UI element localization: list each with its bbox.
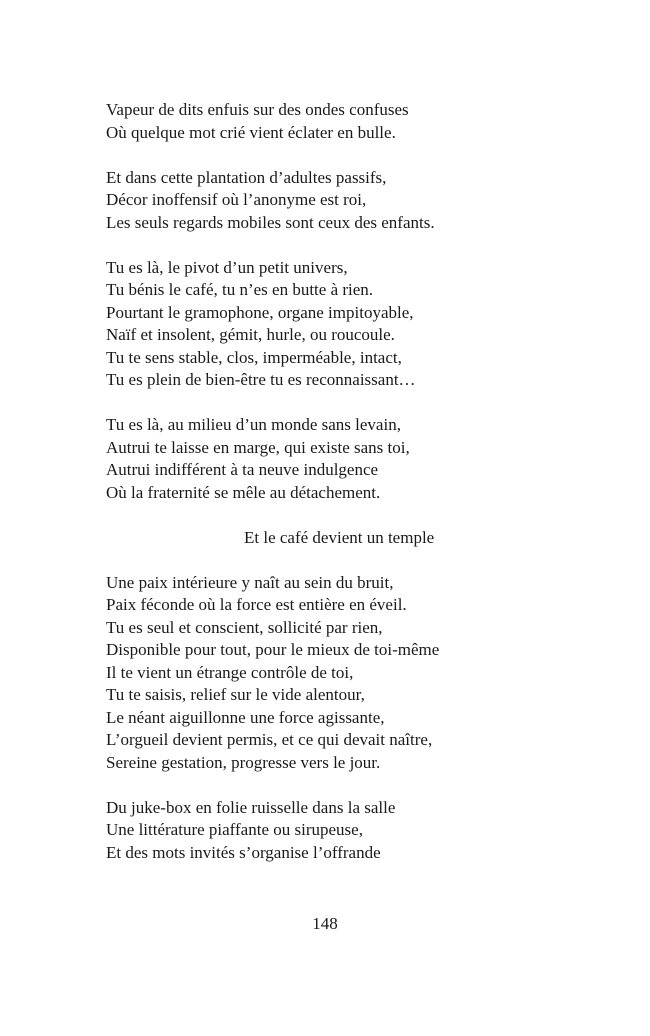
verse-line: Décor inoffensif où l’anonyme est roi, bbox=[106, 190, 367, 209]
stanza-5 bbox=[106, 572, 606, 775]
poem-body bbox=[106, 99, 606, 887]
section-heading-line: Et le café devient un temple bbox=[244, 527, 435, 547]
verse-line: Tu te sens stable, clos, imperméable, intact, bbox=[106, 347, 402, 367]
verse-line: Tu es plein de bien-être tu es reconnaissant… bbox=[106, 370, 416, 389]
verse-line: Tu es là, au milieu d’un monde sans levain, bbox=[106, 415, 401, 434]
verse-line: Autrui indifférent à ta neuve indulgence bbox=[106, 460, 379, 479]
verse-line: Tu es là, le pivot d’un petit univers, bbox=[106, 257, 348, 277]
verse-line: Tu te saisis, relief sur le vide alentour, bbox=[106, 685, 365, 704]
verse-line: Où quelque mot crié vient éclater en bulle. bbox=[106, 122, 396, 142]
verse-line: Autrui te laisse en marge, qui existe sans toi, bbox=[106, 437, 410, 457]
verse-line: Tu bénis le café, tu n’es en butte à rien. bbox=[106, 280, 374, 299]
stanza-6 bbox=[106, 797, 606, 865]
verse-line: Disponible pour tout, pour le mieux de toi-même bbox=[106, 640, 440, 659]
stanza-1 bbox=[106, 99, 606, 144]
verse-line: Tu es seul et conscient, sollicité par rien, bbox=[106, 617, 383, 637]
stanza-2 bbox=[106, 167, 606, 235]
verse-line: Le néant aiguillonne une force agissante, bbox=[106, 707, 385, 727]
verse-line: Sereine gestation, progresse vers le jour. bbox=[106, 752, 381, 772]
verse-line: L’orgueil devient permis, et ce qui devait naître, bbox=[106, 730, 433, 749]
verse-line: Et dans cette plantation d’adultes passifs, bbox=[106, 167, 387, 187]
verse-line: Vapeur de dits enfuis sur des ondes confuses bbox=[106, 100, 409, 119]
verse-line: Où la fraternité se mêle au détachement. bbox=[106, 482, 381, 502]
verse-line: Une paix intérieure y naît au sein du bruit, bbox=[106, 572, 394, 592]
verse-line: Naïf et insolent, gémit, hurle, ou roucoule. bbox=[106, 325, 395, 344]
verse-line: Et des mots invités s’organise l’offrande bbox=[106, 842, 381, 862]
verse-line: Il te vient un étrange contrôle de toi, bbox=[106, 662, 354, 682]
verse-line: Une littérature piaffante ou sirupeuse, bbox=[106, 820, 363, 839]
verse-line: Du juke-box en folie ruisselle dans la salle bbox=[106, 797, 396, 817]
verse-line: Pourtant le gramophone, organe impitoyable, bbox=[106, 302, 414, 322]
verse-line: Les seuls regards mobiles sont ceux des enfants. bbox=[106, 212, 435, 232]
verse-line: Paix féconde où la force est entière en éveil. bbox=[106, 595, 407, 614]
stanza-3 bbox=[106, 257, 606, 392]
stanza-4 bbox=[106, 414, 606, 504]
page-number: 148 bbox=[312, 914, 338, 933]
